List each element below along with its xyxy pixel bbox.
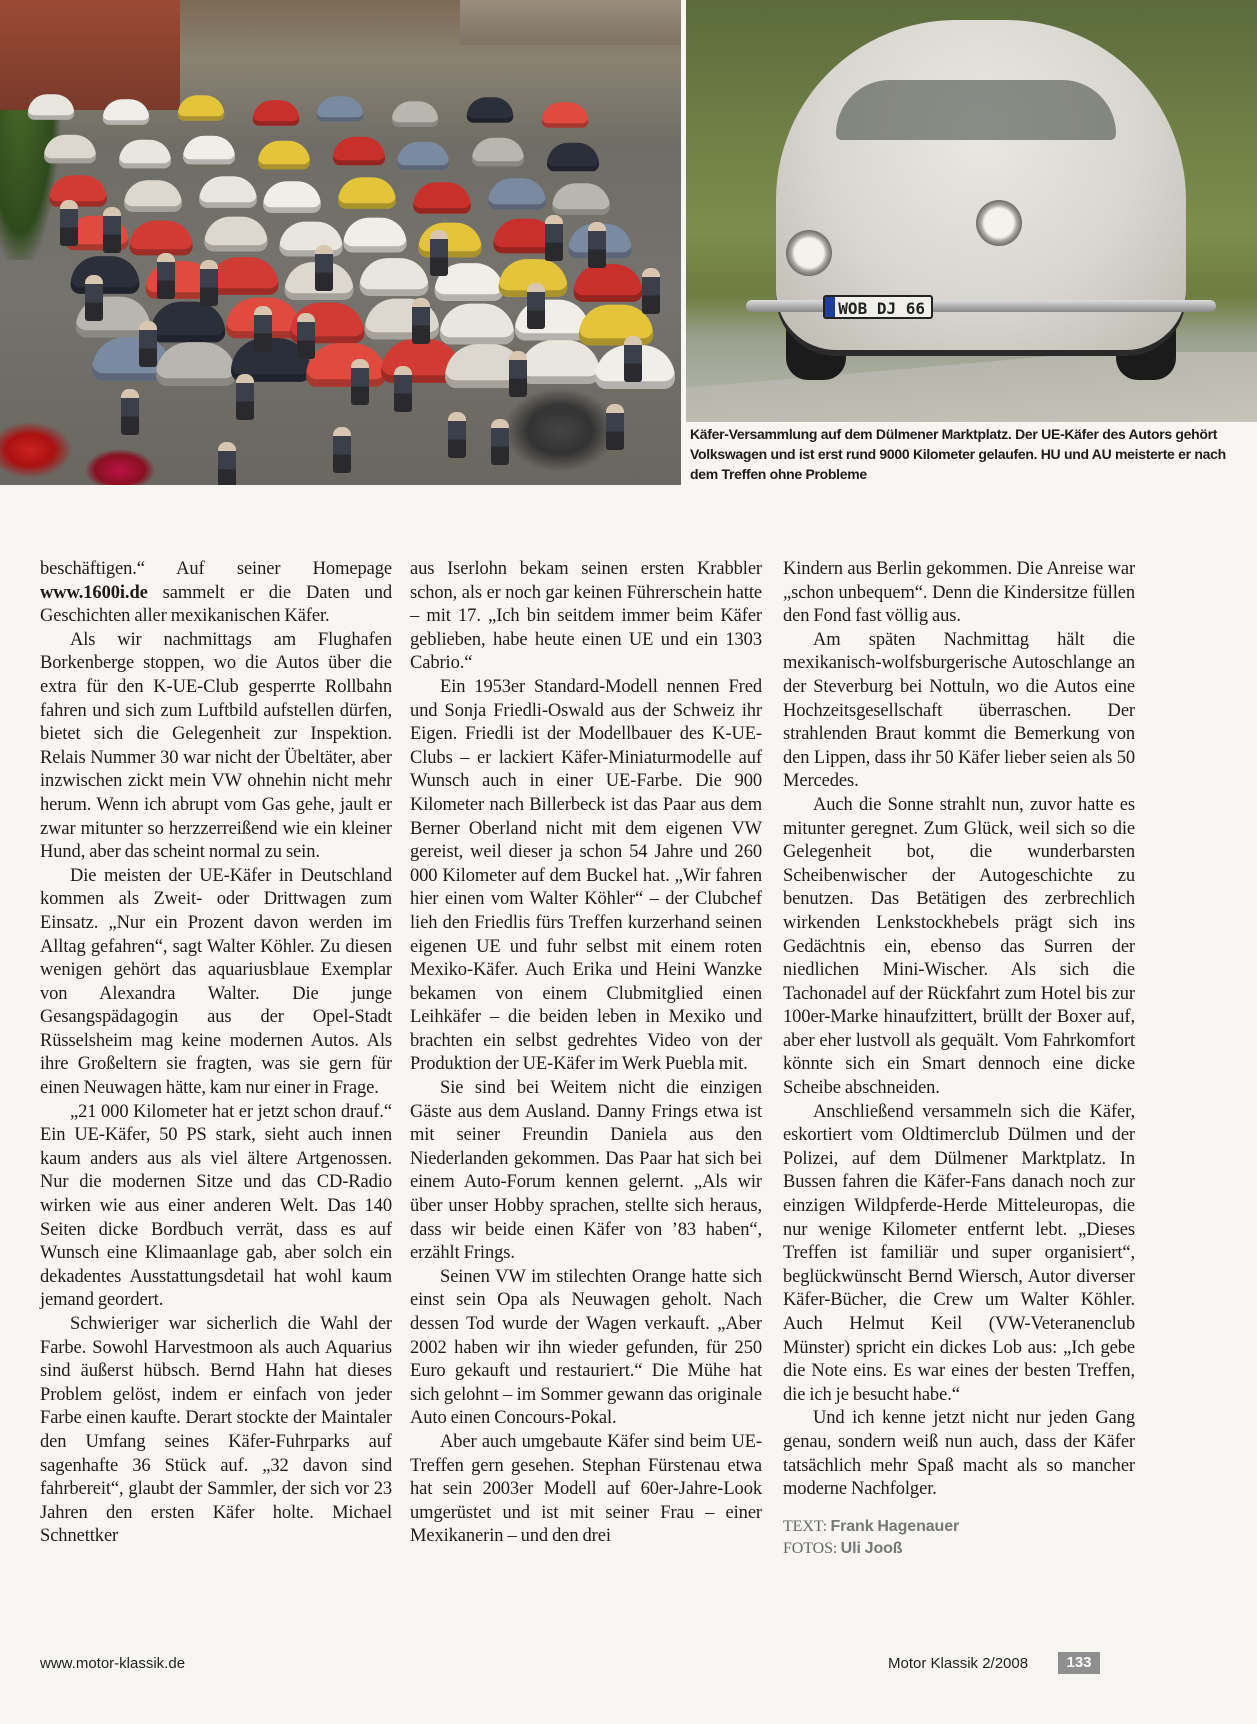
website-link[interactable]: www.motor-klassik.de xyxy=(40,1655,186,1672)
photo-credit xyxy=(783,1538,1135,1560)
homepage-link[interactable]: www.1600i.de xyxy=(40,582,148,603)
beetle-car xyxy=(317,96,364,122)
person xyxy=(491,419,509,465)
article-paragraph: Und ich kenne jetzt nicht nur jeden Gang genau, sondern weiß nun auch, dass der Käfer tatsächlich mehr Spaß macht als so mancher moderne Nachfolger. xyxy=(783,1408,1135,1500)
building xyxy=(0,0,180,110)
paragraph-text: sammelt er die Daten und Geschichten aller mexikanischen Käfer. xyxy=(40,582,392,627)
article-paragraph: Am späten Nachmittag hält die mexikanisch-wolfsburgerische Autoschlange an der Steverburg bei Nottuln, wo die Autos eine Hochzeitsgesellschaft überraschen. Der strahlenden Braut kommt die Bemerkung von den Lippen, dass ihr 50 Käfer lieber seien als 50 Mercedes. xyxy=(783,629,1135,792)
article-paragraph: Seinen VW im stilechten Orange hatte sich einst sein Opa als Neuwagen geholt. Nach dessen Tod wurde der Wagen verkauft. „Aber 2002 haben wir ihn wieder gefunden, für 250 Euro gekauft und restauriert.“ Die Mühe hat sich gelohnt – im Sommer gewann das originale Auto einen Concours-Pokal. xyxy=(410,1266,762,1429)
person xyxy=(60,200,78,246)
beetle-car xyxy=(199,176,257,208)
beetle-car xyxy=(360,258,429,296)
person xyxy=(85,275,103,321)
eu-band xyxy=(825,297,835,317)
beetle-car xyxy=(306,343,386,387)
photo-credit-name: Uli Jooß xyxy=(840,1539,903,1557)
article-paragraph: Die meisten der UE-Käfer in Deutschland kommen als Zweit- oder Drittwagen zum Einsatz. „Nur ein Prozent davon werden im Alltag gefahren“, sagt Walter Köhler. Zu diesen wenigen gehört das aquariusblaue Exemplar von Alexandra Walter. Die junge Gesangspädagogin aus der Opel-Stadt Rüsselsheim mag keine modernen Autos. Als ihre Großeltern sie fragten, was sie gern für einen Neuwagen hätte, kam nur einer in Frage. xyxy=(40,865,392,1099)
beetle-car xyxy=(210,257,279,295)
person xyxy=(527,283,545,329)
beetle-car xyxy=(547,143,599,172)
beetle-car xyxy=(49,175,107,207)
issue-label: Motor Klassik 2/2008 xyxy=(888,1655,1029,1672)
person xyxy=(333,427,351,473)
beetle-car xyxy=(397,142,449,171)
beetle-car xyxy=(338,177,396,209)
person xyxy=(236,374,254,420)
article-column-2 xyxy=(410,558,762,1549)
article-paragraph: Sie sind bei Weitem nicht die einzigen Gäste aus dem Ausland. Danny Frings etwa ist mit seiner Freundin Daniela aus den Niederlanden gekommen. Das Paar hat sich bei einem Auto-Forum kennen gelernt. „Als wir über unser Hobby sprachen, stellte sich heraus, dass wir beide einen Käfer von ’83 haben“, erzählt Frings. xyxy=(410,1078,762,1264)
person xyxy=(218,442,236,485)
beetle-car xyxy=(156,342,236,386)
beetle-car xyxy=(467,97,514,123)
paragraph-lead: beschäftigen.“ Auf seiner Homepage xyxy=(40,559,392,579)
beetle-car xyxy=(472,138,524,167)
article-paragraph: Aber auch umgebaute Käfer sind beim UE-Treffen gern gesehen. Stephan Fürstenau etwa hat sein 2003er Modell auf 60er-Jahre-Look umgerüstet und ist mit seiner Frau – einer Mexikanerin – und den drei xyxy=(410,1431,762,1547)
beetle-car xyxy=(542,102,589,128)
article-paragraph: aus Iserlohn bekam seinen ersten Krabbler schon, als er noch gar keinen Führerschein hatte – mit 17. „Ich bin seitdem immer beim Käfer geblieben, habe heute einen UE und ein 1303 Cabrio.“ xyxy=(410,559,762,674)
person xyxy=(315,245,333,291)
article-paragraph: Auch die Sonne strahlt nun, zuvor hatte es mitunter geregnet. Zum Glück, weil sich so die Gelegenheit bot, die wunderbarsten Scheibenwischer der Autogeschichte zu benutzen. Das Betätigen des zerbrechlich wirkenden Lenkstockhebels prägt sich ins Gedächtnis ein, ebenso das Surren der niedlichen Mini-Wischer. Als sich die Tachonadel auf der Rückfahrt zum Hotel bis zur 100er-Marke hinaufzittert, brüllt der Boxer auf, aber eher lustvoll als gequält. Vom Fahrkomfort könnte sich ein Smart dennoch eine dicke Scheibe abschneiden. xyxy=(783,794,1135,1099)
person xyxy=(157,253,175,299)
text-credit-name: Frank Hagenauer xyxy=(830,1517,960,1535)
article-paragraph: Schwieriger war sicherlich die Wahl der Farbe. Sowohl Harvestmoon als auch Aquarius sind äußerst hübsch. Bernd Hahn hat dieses Problem gelöst, indem er einfach von jeder Farbe einen kaufte. Derart stockte der Maintaler den Umfang seines Käfer-Fuhrparks auf sagenhafte 36 Stück auf. „32 davon sind fahrbereit“, glaubt der Sammler, der sich vor 23 Jahren den ersten Käfer holte. Michael Schnettker xyxy=(40,1314,392,1547)
beetle-car xyxy=(279,222,342,257)
person xyxy=(121,389,139,435)
beetle-car xyxy=(418,223,481,258)
beetle-car xyxy=(71,256,140,294)
beetle-car xyxy=(392,101,439,127)
person xyxy=(606,404,624,450)
photo-beetle-gathering xyxy=(0,0,681,485)
page-number: 133 xyxy=(1058,1652,1100,1674)
text-credit-label: TEXT: xyxy=(783,1517,828,1535)
beetle-car xyxy=(343,218,406,253)
person xyxy=(297,313,315,359)
headlight xyxy=(976,200,1022,246)
article-paragraph: Anschließend versammeln sich die Käfer, eskortiert vom Oldtimerclub Dülmen und der Polizei, auf dem Dülmener Marktplatz. In Bussen fahren die Käfer-Fans danach noch zur einzigen Wildpferde-Herde Mitteleuropas, die nur wenige Kilometer entfernt lebt. „Dieses Treffen ist familiär und super organisiert“, beglückwünscht Bernd Wiersch, Autor diverser Käfer-Bücher, die Crew um Walter Köhler. Auch Helmut Keil (VW-Veteranenclub Münster) spricht ein dickes Lob aus: „Ich gebe die Note eins. Es war eines der besten Treffen, die ich je besucht habe.“ xyxy=(783,1101,1135,1405)
person xyxy=(448,412,466,458)
beetle-car xyxy=(440,304,514,345)
person xyxy=(545,215,563,261)
article-paragraph: „21 000 Kilometer hat er jetzt schon drauf.“ Ein UE-Käfer, 50 PS stark, sieht auch innen kaum anders aus als viel ältere Artgenossen. Nur die modernen Sitze und das CD-Radio wirken wie aus einer anderen Welt. Das 140 Seiten dicke Bordbuch verrät, dass es auf Wunsch eine Klimaanlage gab, aber solch ein dekadentes Ausstattungsdetail hat wohl kaum jemand geordert. xyxy=(40,1101,392,1311)
article-paragraph: Kindern aus Berlin gekommen. Die Anreise war „schon unbequem“. Denn die Kindersitze füllen den Fond fast völlig aus. xyxy=(783,559,1135,627)
photo-caption: Käfer-Versammlung auf dem Dülmener Marktplatz. Der UE-Käfer des Autors gehört Volkswagen und ist erst rund 9000 Kilometer gelaufen. HU und AU meisterte er nach dem Treffen ohne Probleme xyxy=(690,426,1226,482)
person xyxy=(642,268,660,314)
person xyxy=(588,222,606,268)
beetle-car xyxy=(178,95,225,121)
beetle-car xyxy=(44,135,96,164)
beetle-car xyxy=(28,94,75,120)
article-paragraph: Ein 1953er Standard-Modell nennen Fred und Sonja Friedli-Oswald aus der Schweiz ihr Eigen. Friedli ist der Modellbauer des K-UE-Clubs – er lackiert Käfer-Miniaturmodelle auf Wunsch auch in einer UE-Farbe. Die 900 Kilometer nach Billerbeck ist das Paar aus dem Berner Oberland nicht mit dem eigenen VW gereist, weil dieser ja schon 54 Jahre und 260 000 Kilometer auf dem Buckel hat. „Wir fahren hier einen vom Walter Köhler“ – der Clubchef lieh den Friedlis fürs Treffen kurzerhand seinen eigenen UE und fuhr selbst mit einem roten Mexiko-Käfer. Auch Erika und Heini Wanzke bekamen von einem Clubmitglied einen Leihkäfer – die beiden leben in Mexiko und brachten ein selbst gedrehtes Video von der Produktion der UE-Käfer im Werk Puebla mit. xyxy=(410,676,762,1075)
person xyxy=(509,351,527,397)
article-paragraph: Als wir nachmittags am Flughafen Borkenberge stoppen, wo die Autos über die extra für den K-UE-Club gesperrte Rollbahn fahren und sich zum Luftbild aufstellen dürfen, bietet sich die Gelegenheit zur Inspektion. Relais Nummer 30 war nicht der Übeltäter, aber inzwischen zickt mein VW ohnehin nicht mehr herum. Wenn ich abrupt vom Gas gehe, jault er zwar mitunter so herzzerreißend wie ein kleiner Hund, aber das scheint normal zu sein. xyxy=(40,629,392,863)
article-column-1 xyxy=(40,558,392,1549)
beetle-car xyxy=(263,181,321,213)
beetle-car xyxy=(520,340,600,384)
person xyxy=(103,207,121,253)
credits xyxy=(783,1516,1135,1560)
person xyxy=(624,336,642,382)
article-column-3 xyxy=(783,558,1135,1560)
beetle-car xyxy=(258,141,310,170)
bumper xyxy=(746,300,1216,312)
beetle-car xyxy=(574,264,643,302)
windshield xyxy=(836,80,1116,140)
person xyxy=(351,359,369,405)
beetle-car xyxy=(151,302,225,343)
text-credit xyxy=(783,1516,1135,1538)
building xyxy=(460,0,681,45)
beetle-car xyxy=(119,140,171,169)
beetle-car xyxy=(552,183,610,215)
article-paragraph xyxy=(40,558,392,629)
person xyxy=(254,306,272,352)
beetle-car xyxy=(253,100,300,126)
headlight xyxy=(786,230,832,276)
beetle-car xyxy=(204,217,267,252)
photo-credit-label: FOTOS: xyxy=(783,1539,838,1557)
person xyxy=(200,260,218,306)
photo-white-beetle xyxy=(686,0,1257,422)
person xyxy=(412,298,430,344)
beetle-car xyxy=(129,221,192,256)
person xyxy=(139,321,157,367)
article-column-3-body xyxy=(783,558,1135,1502)
beetle-car xyxy=(183,136,235,165)
beetle-car xyxy=(333,137,385,166)
beetle-car xyxy=(488,178,546,210)
person xyxy=(394,366,412,412)
beetle-car xyxy=(103,99,150,125)
license-plate xyxy=(823,295,933,319)
beetle-car xyxy=(124,180,182,212)
license-plate-text: WOB DJ 66 xyxy=(838,299,925,318)
person xyxy=(430,230,448,276)
beetle-car xyxy=(413,182,471,214)
